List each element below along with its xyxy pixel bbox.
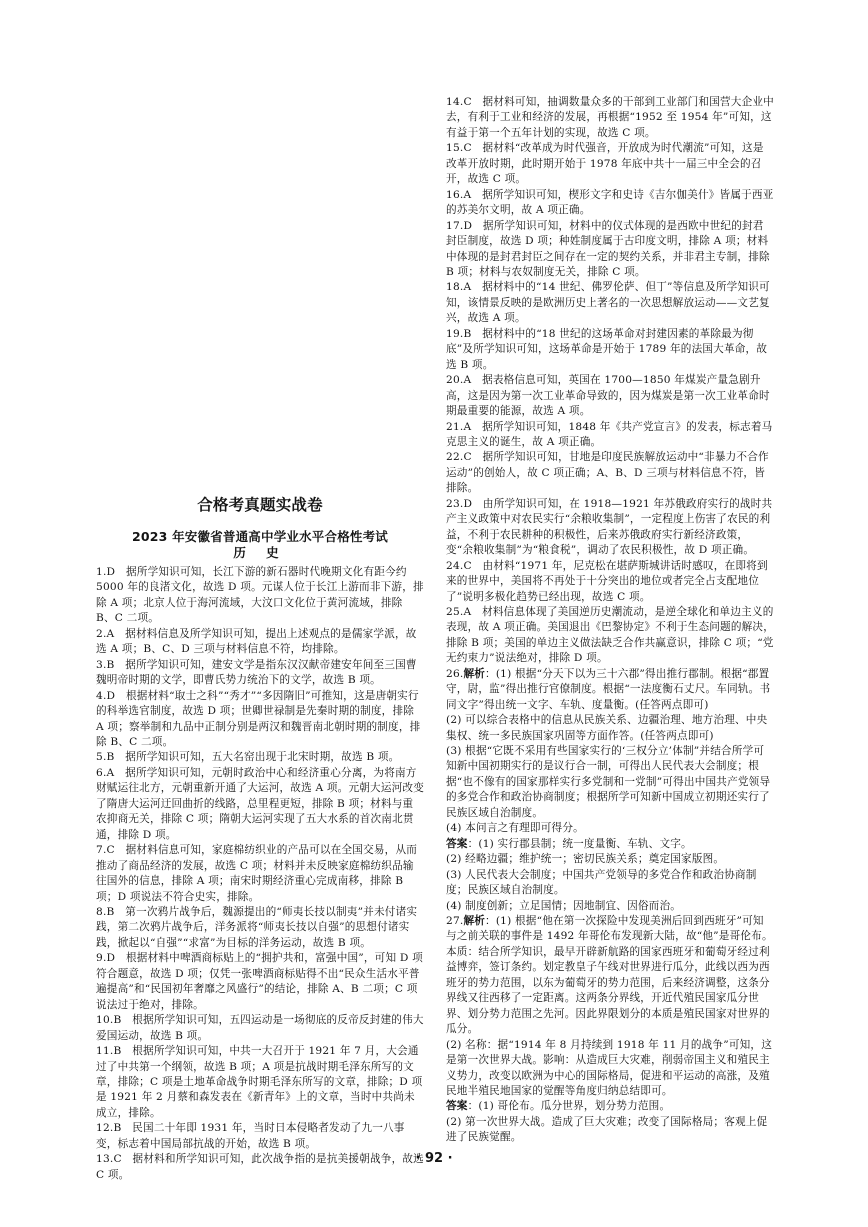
analysis-label: 解析: [463, 667, 486, 680]
answer-item: 12.B 民国二十年即 1931 年，当时日本侵略者发动了九一八事变，标志着中国局部抗战的开始，故选 B 项。: [96, 1122, 405, 1150]
q27-answer-2: (2) 第一次世界大战。造成了巨大灾难；改变了国际格局；客观上促进了民族觉醒。: [446, 1115, 768, 1144]
section-header: [96, 495, 424, 561]
answer-label: 答案: [446, 837, 468, 850]
q26-answer-2: (2) 经略边疆；维护统一；密切民族关系；奠定国家版图。: [446, 853, 725, 866]
answer-item: 3.B 据所学知识可知，建安文学是指东汉汉献帝建安年间至三国曹魏明帝时期的文学，即曹氏势力统治下的文学，故选 B 项。: [96, 658, 417, 687]
q27-analysis-2: (2) 名称：据“1914 年 8 月持续到 1918 年 11 月的战争”可知，这是第一次世界大战。影响：从造成巨大灾难，削弱帝国主义和殖民主义势力，改变以欧洲为中心的国际格局，促进和平运动的高涨，及殖民地半殖民地国家的觉醒等角度归纳总结即可。: [446, 1038, 773, 1097]
subject-title: 历 史: [233, 545, 287, 560]
answer-text: ：(1) 实行郡县制；统一度量衡、车轨、文字。: [467, 837, 692, 850]
answer-text: ：(1) 哥伦布。瓜分世界，划分势力范围。: [467, 1100, 671, 1113]
answer-item: 22.C 据所学知识可知，甘地是印度民族解放运动中“非暴力不合作运动”的创始人，故 C 项正确；A、B、D 三项与材料信息不符，皆排除。: [446, 451, 769, 495]
answer-label: 答案: [446, 1100, 468, 1113]
section-title: 合格考真题实战卷: [197, 496, 323, 514]
answer-item: 2.A 据材料信息及所学知识可知，提出上述观点的是儒家学派，故选 A 项；B、C、D 三项与材料信息不符，均排除。: [96, 627, 417, 656]
q26-analysis-2: (2) 可以综合表格中的信息从民族关系、边疆治理、地方治理、中央集权、统一多民族国家巩固等方面作答。(任答两点即可): [446, 714, 768, 742]
exam-title: 2023 年安徽省普通高中学业水平合格性考试: [131, 529, 389, 544]
q26-analysis-4: (4) 本问言之有理即可得分。: [446, 822, 584, 835]
answer-item: 21.A 据所学知识可知，1848 年《共产党宣言》的发表，标志着马克思主义的诞生，故 A 项正确。: [446, 420, 773, 448]
answer-item: 1.D 据所学知识可知，长江下游的新石器时代晚期文化有距今约5000 年的良渚文化，故选 D 项。元谋人位于长江上游而非下游，排除 A 项；北京人位于海河流域，大汶口文化位于黄河流域，排除 B、C 二项。: [96, 566, 424, 625]
analysis-text: ：(1) 根据“他在第一次探险中发现美洲后回到西班牙”可知与之前关联的事件是 1492 年哥伦布发现新大陆，故“他”是哥伦布。本质：结合所学知识，最早开辟新航路的国家西班牙和葡萄牙经过利益博弈，签订条约。划定教皇子午线对世界进行瓜分，此线以西为西班牙的势力范围，以东为葡萄牙的势力范围，后来经济调整，这条分界线又往西移了一定距离。这两条分界线，开近代殖民国家瓜分世界、划分势力范围之先河。因此界限划分的本质是殖民国家对世界的瓜分。: [446, 915, 773, 1036]
q26-answer-3: (3) 人民代表大会制度；中国共产党领导的多党合作和政治协商制度；民族区域自治制度。: [446, 868, 757, 897]
question-number: 27.: [446, 915, 464, 928]
q26-answer: [446, 837, 774, 852]
q26-answer-4: (4) 制度创新；立足国情；因地制宜、因俗而治。: [446, 899, 682, 912]
answer-item: 15.C 据材料“改革成为时代强音，开放成为时代潮流”可知，这是改革开放时期，此时期开始于 1978 年底中共十一届三中全会的召开，故选 C 项。: [446, 142, 764, 186]
answer-item: 14.C 据材料可知，抽调数量众多的干部到工业部门和国营大企业中去，有利于工业和经济的发展，再根据“1952 至 1954 年”可知，这有益于第一个五年计划的实现，故选 C 项。: [446, 96, 774, 139]
answer-item: 4.D 根据材料“取士之科”“秀才”“多因隋旧”可推知，这是唐朝实行的科举选官制度，故选 D 项；世卿世禄制是先秦时期的制度，排除 A 项；察举制和九品中正制分别是两汉和魏晋南北朝时期的制度，排除 B、C 二项。: [96, 689, 421, 748]
answer-item: 11.B 根据所学知识可知，中共一大召开于 1921 年 7 月，大会通过了中共第一个纲领，故选 B 项；A 项是抗战时期毛泽东所写的文章，排除；C 项是土地革命战争时期毛泽东所写的文章，排除；D 项是 1921 年 2 月蔡和森发表在《新青年》上的文章，当时中共尚未成立，排除。: [96, 1045, 423, 1119]
top-blank-space: [96, 95, 424, 495]
answer-item: 6.A 据所学知识可知，元朝时政治中心和经济重心分离，为将南方财赋运往北方，元朝重新开通了大运河，故选 A 项。元朝大运河改变了隋唐大运河迂回曲折的线路，总里程更短，排除 B 项；材料与重农抑商无关，排除 C 项；隋朝大运河实现了五大水系的首次南北贯通，排除 D 项。: [96, 766, 425, 841]
answer-item: 8.B 第一次鸦片战争后，魏源提出的“师夷长技以制夷”并未付诸实践，第二次鸦片战争后，洋务派将“师夷长技以自强”的思想付诸实践，掀起以“自强”“求富”为目标的洋务运动，故选 B 项。: [96, 905, 418, 949]
answer-item: 24.C 由材料“1971 年，尼克松在堪萨斯城讲话时感叹，在即将到来的世界中，美国将不再处于十分突出的地位或者完全占支配地位了”说明多极化趋势已经出现，故选 C 项。: [446, 559, 768, 603]
answer-item: 13.C 据材料和所学知识可知，此次战争指的是抗美援朝战争，故选 C 项。: [96, 1153, 424, 1181]
q27-answer: [446, 1099, 774, 1114]
q26-analysis: [446, 667, 774, 713]
q26-analysis-3: (3) 根据“它既不采用有些国家实行的‘三权分立’体制”并结合所学可知新中国初期实行的是议行合一制，可得出人民代表大会制度；根据“也不像有的国家那样实行多党制和一党制”可得出中国共产党领导的多党合作和政治协商制度；根据所学可知新中国成立初期还实行了民族区域自治制度。: [446, 745, 771, 819]
answer-item: 18.A 据材料中的“14 世纪、佛罗伦萨、但丁”等信息及所学知识可知，该情景反映的是欧洲历史上著名的一次思想解放运动——文艺复兴，故选 A 项。: [446, 281, 770, 325]
answer-item: 9.D 根据材料中啤酒商标贴上的“拥护共和，富强中国”，可知 D 项符合题意，故选 D 项；仅凭一张啤酒商标贴得不出“民众生活水平普遍提高”和“民国初年奢靡之风盛行”的结论，排除 A、B 二项；C 项说法过于绝对，排除。: [96, 952, 423, 1011]
answer-item: 19.B 据材料中的“18 世纪的这场革命对封建因素的革除最为彻底”及所学知识可知，这场革命是开始于 1789 年的法国大革命，故选 B 项。: [446, 327, 768, 371]
page-number: · 92 ·: [415, 1151, 453, 1166]
answer-item: 25.A 材料信息体现了美国逆历史潮流动，是逆全球化和单边主义的表现，故 A 项正确。美国退出《巴黎协定》不利于生态问题的解决，排除 B 项；美国的单边主义做法缺乏合作共赢意识，排除 C 项；“党无约束力”说法绝对，排除 D 项。: [446, 605, 775, 665]
q27-analysis: [446, 914, 774, 1038]
answer-item: 10.B 根据所学知识可知，五四运动是一场彻底的反帝反封建的伟大爱国运动，故选 B 项。: [96, 1014, 424, 1042]
question-number: 26.: [446, 667, 464, 680]
left-column: [96, 95, 424, 1183]
right-column: [446, 95, 774, 1146]
answer-item: 23.D 由所学知识可知，在 1918—1921 年苏俄政府实行的战时共产主义政策中对农民实行“余粮收集制”，一定程度上伤害了农民的利益，不利于农民耕种的积极性，后来苏俄政府实行新经济政策，变“余粮收集制”为“粮食税”，调动了农民积极性，故 D 项正确。: [446, 497, 773, 557]
analysis-label: 解析: [463, 915, 486, 928]
answer-item: 5.B 据所学知识可知，五大名窑出现于北宋时期，故选 B 项。: [96, 751, 400, 764]
answer-item: 7.C 据材料信息可知，家庭棉纺织业的产品可以在全国交易，从而推动了商品经济的发展，故选 C 项；材料并未反映家庭棉纺织品输往国外的信息，排除 A 项；南宋时期经济重心完成南移，排除 B 项；D 项说法不符合史实，排除。: [96, 844, 418, 903]
answer-item: 17.D 据所学知识可知，材料中的仪式体现的是西欧中世纪的封君封臣制度，故选 D 项；种姓制度属于古印度文明，排除 A 项；材料中体现的是封君封臣之间存在一定的契约关系，并非君主专制，排除 B 项；材料与农奴制度无关，排除 C 项。: [446, 219, 770, 278]
answer-item: 20.A 据表格信息可知，英国在 1700—1850 年煤炭产量急剧升高，这是因为第一次工业革命导致的，因为煤炭是第一次工业革命时期最重要的能源，故选 A 项。: [446, 374, 770, 418]
analysis-text: ：(1) 根据“分天下以为三十六郡”得出推行郡制。根据“郡置守，尉，监”得出推行官僚制度。根据“一法度衡石丈尺。车同轨。书同文字”得出统一文字、车轨、度量衡。(任答两点即可): [446, 667, 771, 711]
answer-item: 16.A 据所学知识可知，楔形文字和史诗《吉尔伽美什》皆属于西亚的苏美尔文明，故 A 项正确。: [446, 188, 774, 217]
